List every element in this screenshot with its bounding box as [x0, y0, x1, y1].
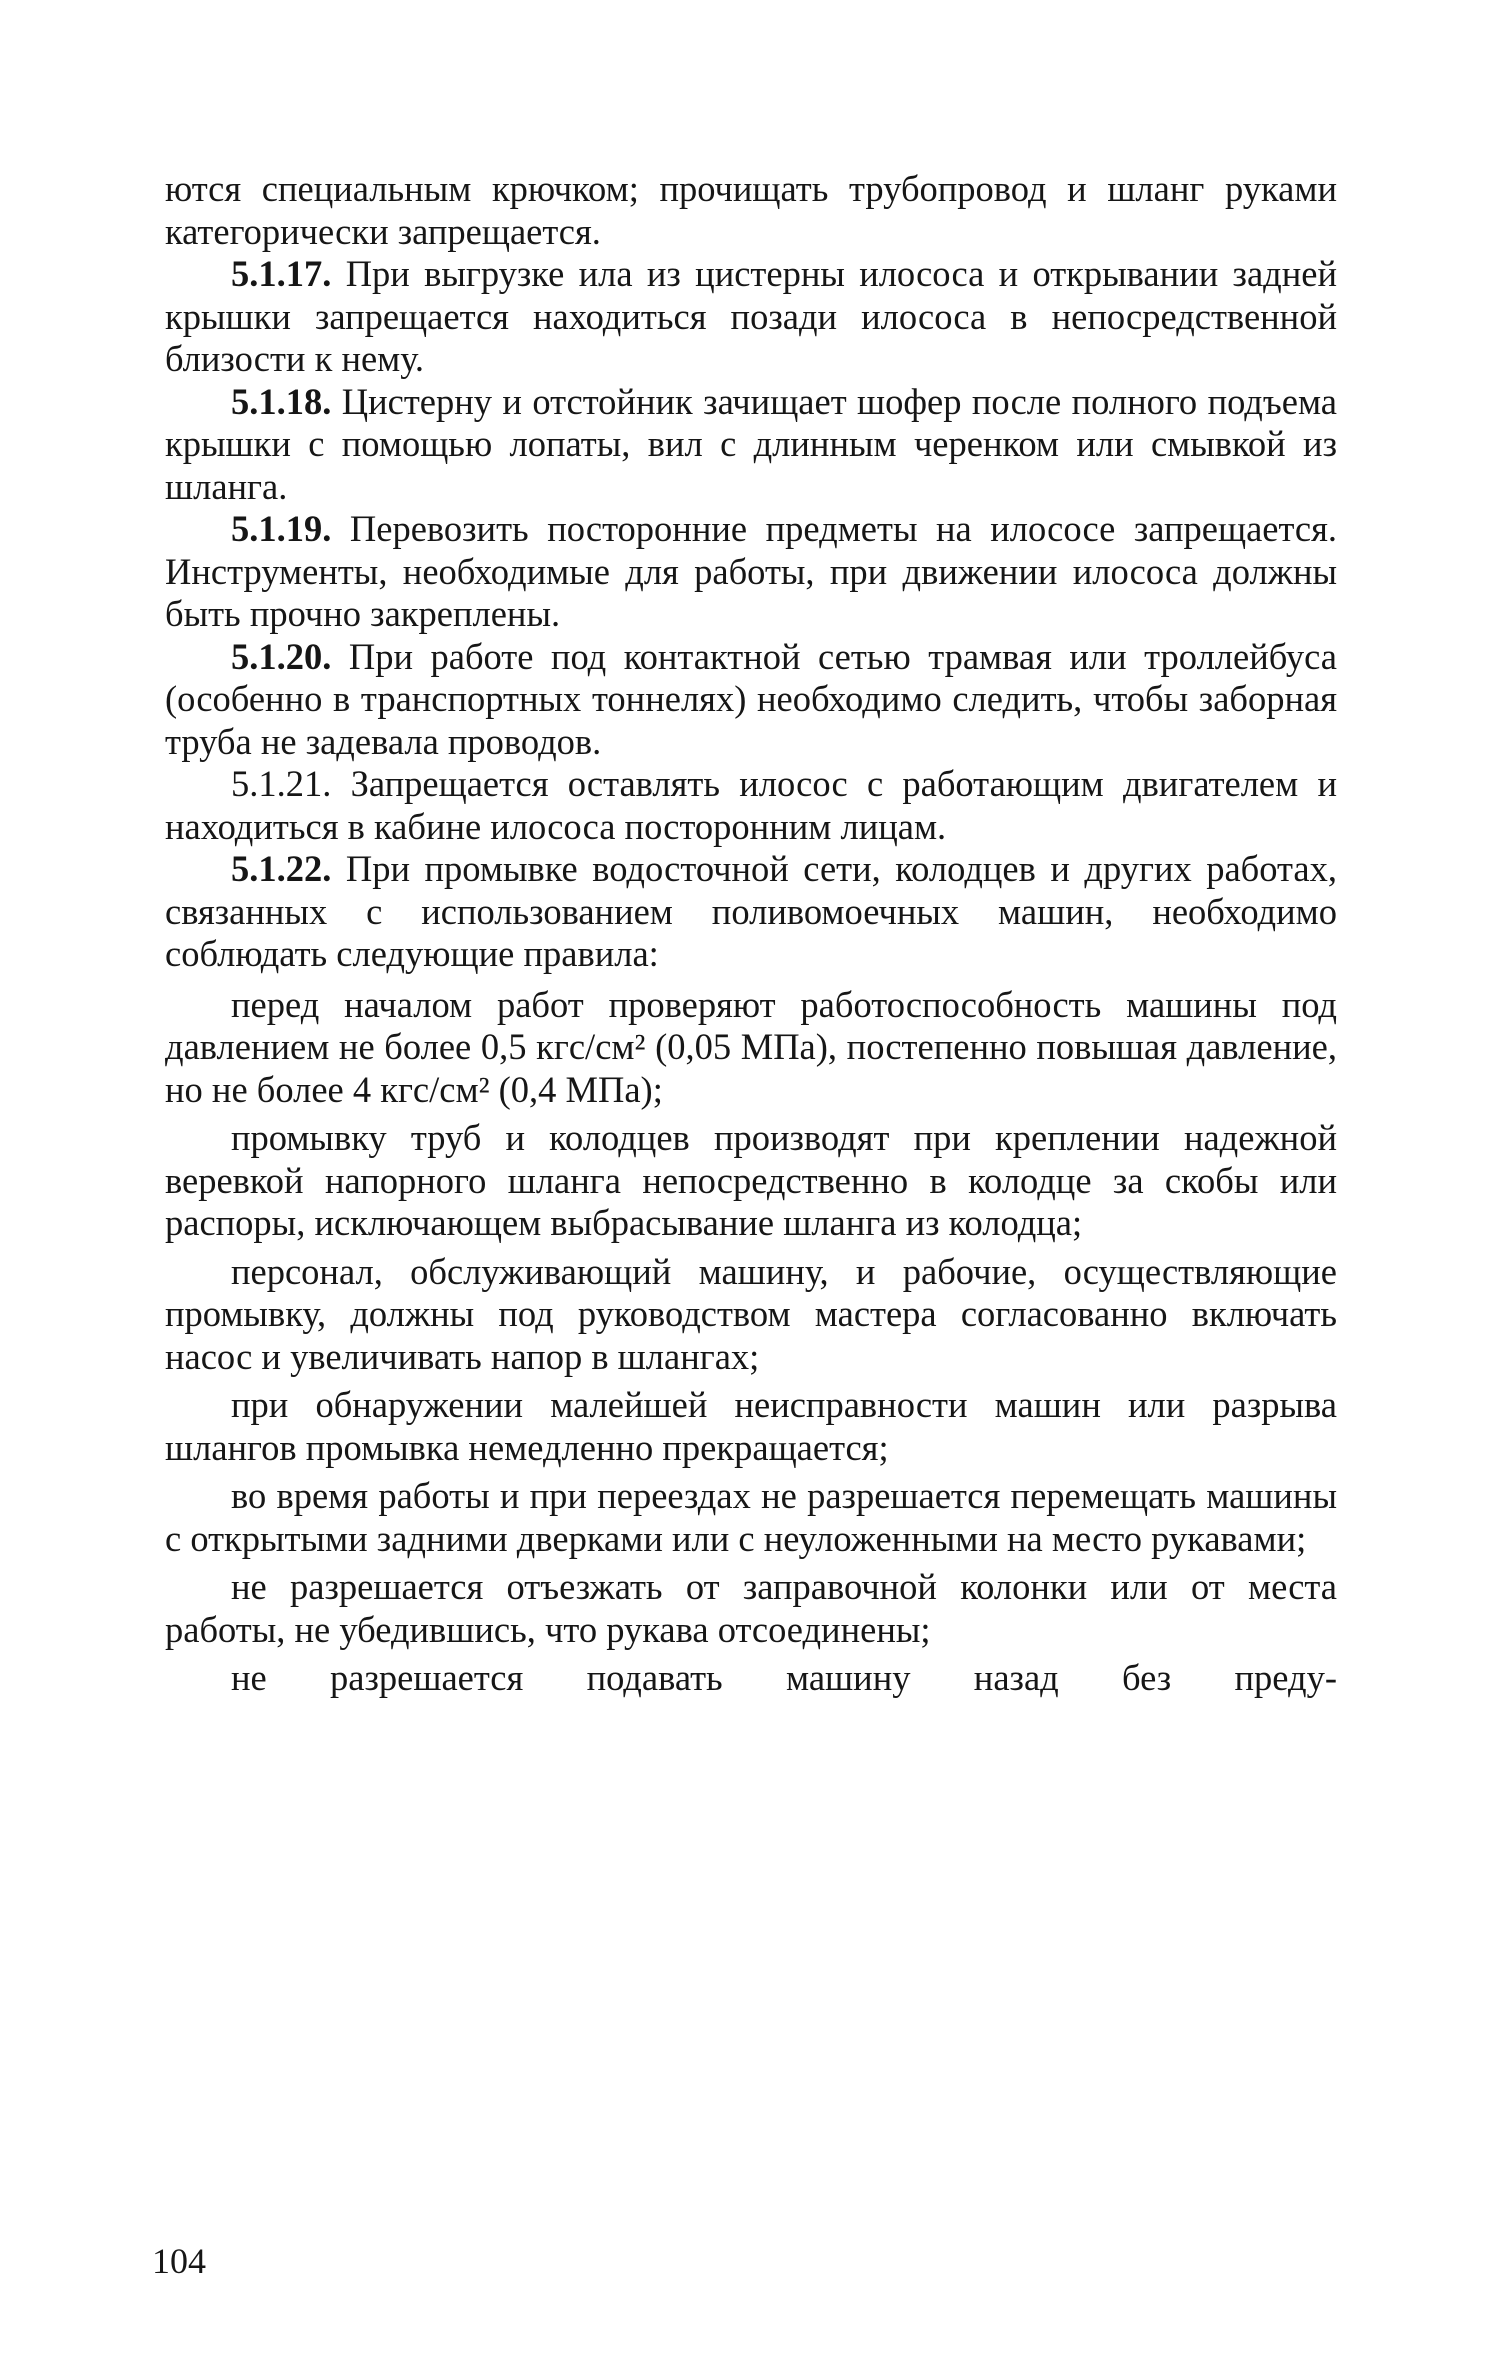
clause-number: 5.1.18.: [231, 380, 332, 422]
rule-item: не разрешается подавать машину назад без преду-: [231, 1657, 1337, 1698]
rule-item: не разрешается отъезжать от заправочной колонки или от места работы, не убедившись, что рукава отсоединены;: [165, 1566, 1337, 1650]
continuation-paragraph: ются специальным крючком; прочищать трубопровод и шланг руками категорически запрещается.: [165, 168, 1337, 252]
clause-text: При промывке водосточной сети, колодцев и других работах, связанных с использованием поливомоечных машин, необходимо соблюдать следующие правила:: [165, 848, 1337, 974]
clause-5-1-21: [165, 763, 1337, 848]
clause-number: 5.1.21.: [231, 763, 332, 804]
clause-number: 5.1.20.: [231, 635, 332, 677]
clause-number: 5.1.19.: [231, 508, 332, 549]
clause-text: При работе под контактной сетью трамвая или троллейбуса (особенно в транспортных тоннелях) необходимо следить, чтобы заборная труба не задевала проводов.: [165, 635, 1338, 762]
page-number: 104: [152, 2241, 206, 2281]
clause-text: Цистерну и отстойник зачищает шофер после полного подъема крышки с помощью лопаты, вил с длинным черенком или смывкой из шланга.: [165, 380, 1337, 507]
clause-number: 5.1.17.: [231, 253, 332, 294]
rule-item: во время работы и при переездах не разрешается перемещать машины с открытыми задними дверками или с неуложенными на место рукавами;: [165, 1475, 1337, 1559]
rule-item: при обнаружении малейшей неисправности машин или разрыва шлангов промывка немедленно прекращается;: [165, 1384, 1337, 1468]
clause-5-1-20: [165, 636, 1337, 764]
clause-5-1-19: [165, 508, 1337, 636]
clause-text: При выгрузке ила из цистерны илососа и открывании задней крышки запрещается находиться позади илососа в непосредственной близости к нему.: [165, 253, 1337, 379]
clause-text: Перевозить посторонние предметы на илососе запрещается. Инструменты, необходимые для работы, при движении илососа должны быть прочно закреплены.: [165, 508, 1337, 634]
rule-item: промывку труб и колодцев производят при креплении надежной веревкой напорного шланга непосредственно в колодце за скобы или распоры, исключающем выбрасывание шланга из колодца;: [165, 1117, 1337, 1243]
clause-5-1-17: [165, 253, 1337, 381]
rule-item: перед началом работ проверяют работоспособность машины под давлением не более 0,5 кгс/см² (0,05 МПа), постепенно повышая давление, но не более 4 кгс/см² (0,4 МПа);: [165, 983, 1337, 1110]
clause-text: Запрещается оставлять илосос с работающим двигателем и находиться в кабине илососа посторонним лицам.: [165, 763, 1337, 847]
rule-item: персонал, обслуживающий машину, и рабочие, осуществляющие промывку, должны под руководством мастера согласованно включать насос и увеличивать напор в шлангах;: [165, 1250, 1337, 1377]
clause-5-1-22: [165, 848, 1337, 976]
document-page: [165, 168, 1337, 1706]
clause-number: 5.1.22.: [231, 848, 332, 889]
clause-5-1-18: [165, 381, 1337, 509]
